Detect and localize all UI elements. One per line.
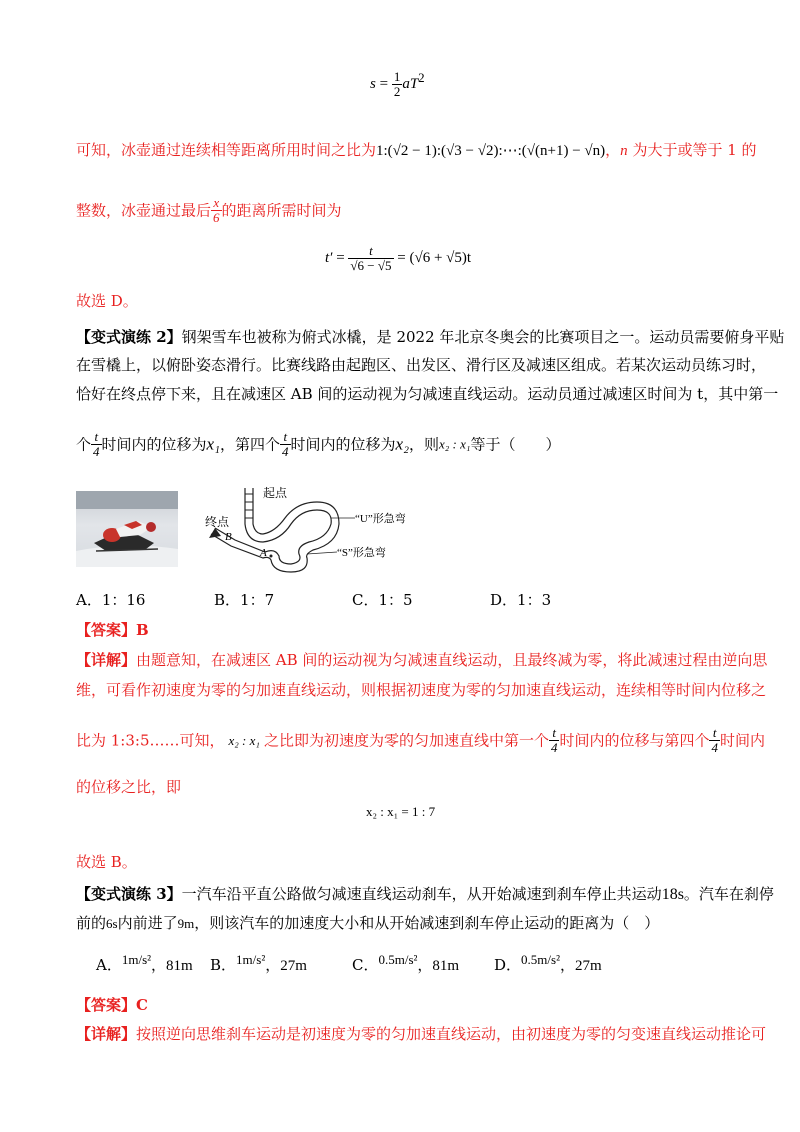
- label-a: A: [260, 547, 267, 559]
- detail2-line2: 维，可看作初速度为零的匀加速直线运动，则根据初速度为零的匀加速直线运动，连续相等时间内位移之: [76, 681, 767, 699]
- fraction-x-over-6: $\frac{x}{6}$: [213, 195, 220, 225]
- choose-b: 故选 B。: [76, 853, 137, 871]
- choose-d: 故选 D。: [76, 292, 138, 310]
- ratio-formula: 1:(√2 − 1):(√3 − √2):⋯:(√(n+1) − √n): [376, 143, 606, 159]
- detail2-line1: 【详解】由题意知，在减速区 AB 间的运动视为匀减速直线运动，且最终减为零，将此减速过程由逆向思: [76, 651, 768, 669]
- fraction-half: $\frac{1}{2}$: [393, 69, 401, 100]
- example3-line1: 【变式演练 3】一汽车沿平直公路做匀减速直线运动刹车，从开始减速到刹车停止共运动18s。汽车在刹停: [76, 885, 774, 903]
- fraction-t-over-root: $\frac{t}{√6 - √5}$: [350, 243, 392, 273]
- option-a[interactable]: A．1：16: [76, 591, 146, 609]
- answer-2: 【答案】B: [76, 621, 149, 639]
- label-s-turn: “S”形急弯: [337, 547, 386, 559]
- option-b[interactable]: B．1：7: [214, 591, 275, 609]
- example2-line4: 个 $\frac{t}{4}$ 时间内的位移为x₁，第四个 $\frac{t}{4}$ 时间内的位移为x₂，则x₂ : x₁等于（ ）: [76, 429, 561, 459]
- formula-time: t′ = $\frac{t}{√6 - √5}$ = (√6 + √5)t: [325, 243, 472, 273]
- example3-line2: 前的6s内前进了9m，则该汽车的加速度大小和从开始减速到刹车停止运动的距离为（ ）: [76, 914, 660, 932]
- example2-line3: 恰好在终点停下来，且在减速区 AB 间的运动视为匀减速直线运动。运动员通过减速区时间为 t，其中第一: [76, 385, 779, 403]
- option3-d[interactable]: D．0.5m/s²，27m: [494, 952, 602, 974]
- answer-3: 【答案】C: [76, 996, 148, 1014]
- last-sixth-paragraph: 整数，冰壶通过最后 $\frac{x}{6}$ 的距离所需时间为: [76, 195, 342, 225]
- detail2-line4: 的位移之比，即: [76, 778, 182, 796]
- formula-displacement: s = $\frac{1}{2}$ $aT^2$: [370, 69, 425, 100]
- detail2-line3: 比为 1:3:5……可知， x₂ : x₁ 之比即为初速度为零的匀加速直线中第一个 $\frac{t}{4}$ 时间内的位移与第四个 $\frac{t}{4}$ 时间内: [76, 725, 765, 755]
- option3-a[interactable]: A．1m/s²，81m: [96, 952, 193, 974]
- detail3-line1: 【详解】按照逆向思维刹车运动是初速度为零的匀加速直线运动，由初速度为零的匀变速直线运动推论可: [76, 1025, 767, 1043]
- label-start: 起点: [263, 486, 288, 500]
- option-d[interactable]: D．1：3: [490, 591, 552, 609]
- ratio-paragraph: 可知，冰壶通过连续相等距离所用时间之比为1:(√2 − 1):(√3 − √2):⋯:(√(n+1) − √n)，n 为大于或等于 1 的: [76, 141, 757, 159]
- formula-ratio: x₂ : x₁ = 1 : 7: [366, 804, 436, 819]
- label-end: 终点: [205, 515, 230, 529]
- example2-line1: 【变式演练 2】钢架雪车也被称为俯式冰橇，是 2022 年北京冬奥会的比赛项目之一。运动员需要俯身平贴: [76, 328, 785, 346]
- arrow-icon: [209, 528, 221, 538]
- label-u-turn: “U”形急弯: [355, 513, 406, 525]
- track-inner: [211, 488, 339, 572]
- track-diagram: [205, 480, 435, 580]
- track-stripes: [245, 494, 253, 518]
- example2-line2: 在雪橇上，以俯卧姿态滑行。比赛线路由起跑区、出发区、滑行区及减速区组成。若某次运动员练习时，: [76, 356, 767, 374]
- option3-b[interactable]: B．1m/s²，27m: [210, 952, 307, 974]
- option-c[interactable]: C．1：5: [352, 591, 413, 609]
- skeleton-athlete-photo: [76, 491, 178, 567]
- option3-c[interactable]: C．0.5m/s²，81m: [352, 952, 460, 974]
- label-b: B: [225, 531, 232, 543]
